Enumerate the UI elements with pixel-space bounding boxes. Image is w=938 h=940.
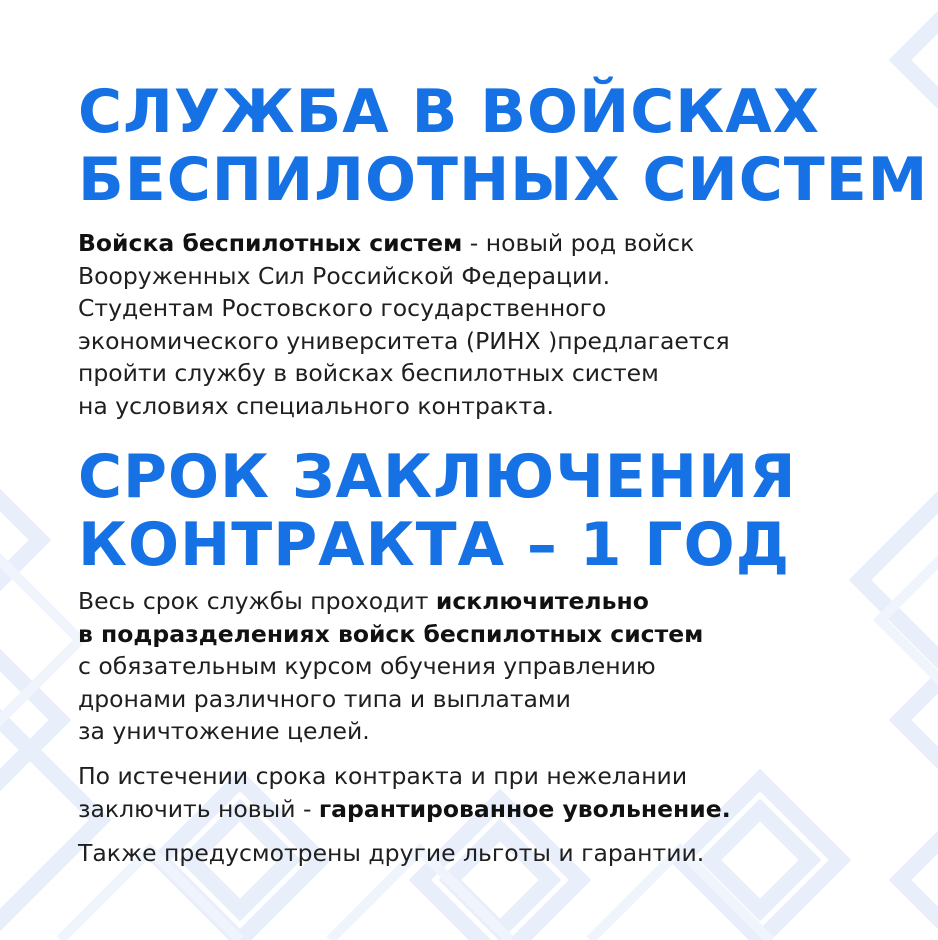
main-heading bbox=[78, 78, 928, 214]
benefits-paragraph bbox=[78, 837, 704, 870]
main-heading-line-2: БЕСПИЛОТНЫХ СИСТЕМ bbox=[78, 145, 929, 215]
service-line-2 bbox=[78, 618, 703, 651]
intro-bold-term: Войска беспилотных систем bbox=[78, 229, 463, 257]
intro-line-5: пройти службу в войсках беспилотных систем bbox=[78, 359, 659, 387]
service-line-1 bbox=[78, 585, 703, 618]
intro-line-1-rest: - новый род войск bbox=[462, 229, 695, 257]
contract-heading bbox=[78, 443, 796, 579]
service-line-4: дронами различного типа и выплатами bbox=[78, 684, 571, 713]
service-line-5: за уничтожение целей. bbox=[78, 717, 370, 745]
main-heading-line-1: СЛУЖБА В ВОЙСКАХ bbox=[78, 77, 820, 147]
expiry-line-2 bbox=[78, 793, 731, 826]
service-line-3: с обязательным курсом обучения управлению bbox=[78, 652, 656, 680]
expiry-paragraph bbox=[78, 760, 731, 825]
intro-line-1 bbox=[78, 227, 730, 260]
expiry-line-2-text: заключить новый - bbox=[78, 794, 319, 823]
benefits-line-1: Также предусмотрены другие льготы и гарантии. bbox=[78, 839, 705, 867]
service-line-1-text: Весь срок службы проходит bbox=[78, 587, 436, 615]
service-line-1-bold: исключительно bbox=[435, 587, 649, 615]
contract-heading-line-2: КОНТРАКТА – 1 ГОД bbox=[78, 510, 791, 580]
intro-line-2: Вооруженных Сил Российской Федерации. bbox=[78, 261, 611, 290]
intro-line-4: экономического университета (РИНХ )предлагается bbox=[78, 326, 730, 355]
expiry-line-1: По истечении срока контракта и при нежелании bbox=[78, 762, 688, 790]
expiry-line-2-bold: гарантированное увольнение. bbox=[318, 794, 731, 823]
intro-line-6: на условиях специального контракта. bbox=[78, 391, 555, 420]
service-paragraph bbox=[78, 585, 703, 748]
intro-line-3: Студентам Ростовского государственного bbox=[78, 294, 607, 322]
intro-paragraph bbox=[78, 227, 730, 422]
contract-heading-line-1: СРОК ЗАКЛЮЧЕНИЯ bbox=[78, 442, 797, 512]
service-line-2-bold: в подразделениях войск беспилотных систем bbox=[78, 619, 704, 648]
